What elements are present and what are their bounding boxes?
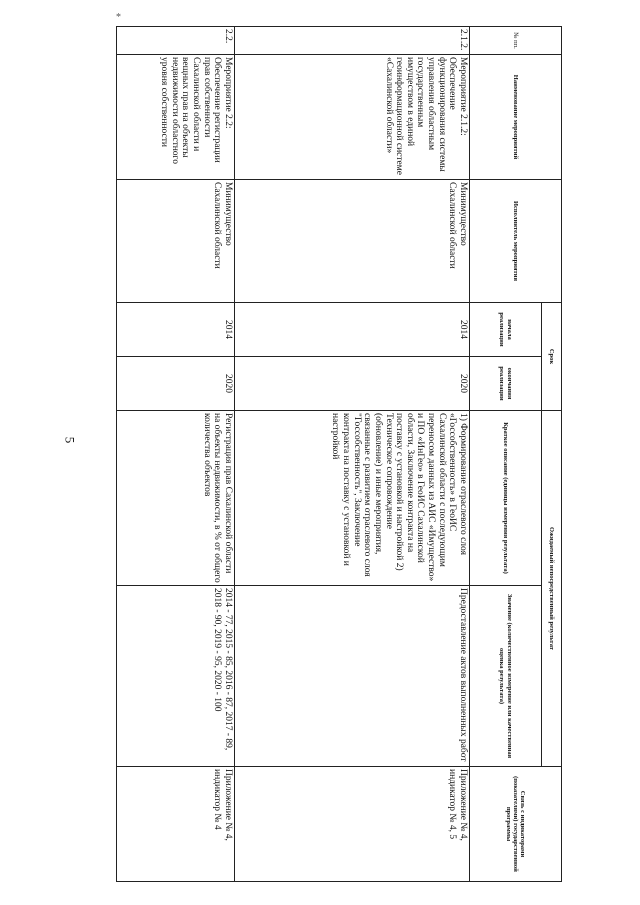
cell-start: 2014 (235, 303, 470, 357)
header-start: начала реализации (470, 303, 542, 357)
cell-num: 2.1.2. (235, 27, 470, 55)
cell-num: 2.2. (117, 27, 235, 55)
cell-start: 2014 (117, 303, 235, 357)
cell-name: Мероприятие 2.2: Обеспечение регистрации прав собственности Сахалинской области и вещных прав на объекты недвижимости областного уровня собственности (117, 55, 235, 180)
header-link: Связь с индикаторами (показателями) государственной программы (470, 767, 562, 882)
cell-executor: Минимущество Сахалинской области (117, 180, 235, 303)
rotated-table-container (116, 26, 562, 881)
cell-value: 2014 - 77, 2015 - 85, 2016 - 87, 2017 - 89, 2018 - 90, 2019 - 95, 2020 - 100 (117, 586, 235, 767)
cell-desc: Регистрация прав Сахалинской области на объекты недвижимости, в % от общего количества объектов (117, 411, 235, 586)
corner-mark: * (116, 12, 121, 23)
cell-name: Мероприятие 2.1.2: Обеспечение функционирования системы управления областным государственным имуществом в единой геоинформационной системе «Сахалинской области» (235, 55, 470, 180)
cell-end: 2020 (235, 357, 470, 411)
cell-value: Предоставление актов выполненных работ (235, 586, 470, 767)
header-executor: Исполнитель мероприятия (470, 180, 562, 303)
cell-end: 2020 (117, 357, 235, 411)
header-term: Срок (542, 303, 562, 411)
table-row (235, 27, 470, 882)
header-desc: Краткое описание (единицы измерения результата) (470, 411, 542, 586)
header-value: Значение (количественное измерение или качественная оценка результата) (470, 586, 542, 767)
cell-link: Приложение № 4, индикатор № 4 (117, 767, 235, 882)
measures-table (116, 26, 562, 882)
header-num: № пп. (470, 27, 562, 55)
header-row-1 (542, 27, 562, 882)
header-name: Наименование мероприятий (470, 55, 562, 180)
table-row (117, 27, 235, 882)
page-number: 5 (62, 436, 78, 444)
cell-link: Приложение № 4, индикатор № 4, 5 (235, 767, 470, 882)
header-end: окончания реализации (470, 357, 542, 411)
cell-executor: Минимущество Сахалинской области (235, 180, 470, 303)
header-result: Ожидаемый непосредственный результат (542, 411, 562, 767)
cell-desc: 1) Формирование отраслевого слоя «Госсобственность» в ГеоИС Сахалинской области с последующим переносом данных из АИС «Имущество» и ПО «ИнГео» в ГеоИС Сахалинской области, Заключение контракта на поставку с установкой и настройкой 2) Техническое сопровождение (обновление) и иные мероприятия, связанные с развитием отраслевого слоя "Госсобственность", Заключение контракта на поставку с установкой и настройкой (235, 411, 470, 586)
